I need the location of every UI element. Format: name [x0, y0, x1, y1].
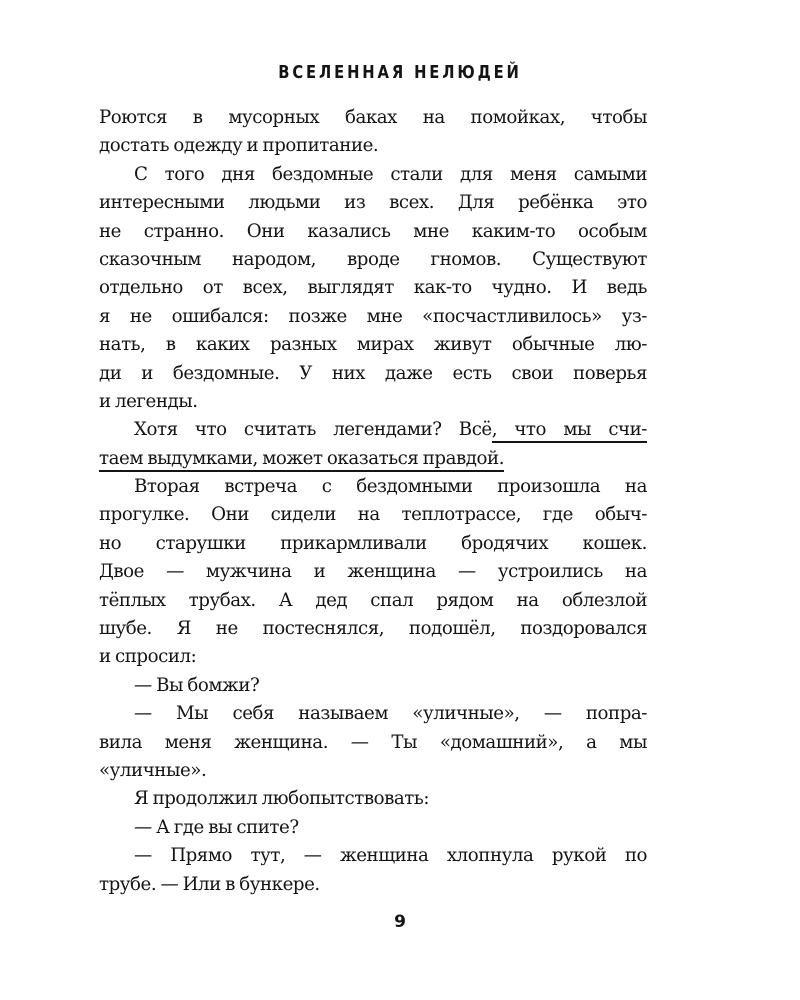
- text-line: я не ошибался: позже мне «посчастливилось» уз-: [99, 305, 647, 327]
- text-line: трубе. — Или в бункере.: [99, 873, 320, 895]
- text-line: прогулке. Они сидели на теплотрассе, где обыч-: [99, 504, 647, 526]
- text-line: Вторая встреча с бездомными произошла на: [134, 476, 647, 498]
- running-head-title: ВСЕЛЕННАЯ НЕЛЮДЕЙ: [278, 62, 522, 83]
- text-line: «уличные».: [99, 759, 207, 781]
- text-line: шубе. Я не постеснялся, подошёл, поздоровался: [99, 618, 647, 640]
- body-text: [99, 104, 647, 899]
- text-line: достать одежду и пропитание.: [99, 135, 379, 157]
- text-line: [99, 416, 647, 444]
- text-line: — Прямо тут, — женщина хлопнула рукой по: [134, 845, 647, 867]
- underlined-fragment: , что мы счи-: [492, 419, 647, 443]
- text-line: и спросил:: [99, 646, 197, 668]
- text-line: и легенды.: [99, 390, 198, 412]
- text-line: сказочным народом, вроде гномов. Существуют: [99, 248, 647, 270]
- text-line: но старушки прикармливали бродячих кошек.: [99, 532, 647, 554]
- text-line: ди и бездомные. У них даже есть свои поверья: [99, 362, 647, 384]
- underlined-fragment: таем выдумками, может оказаться правдой.: [99, 448, 504, 472]
- text-line: нать, в каких разных мирах живут обычные лю-: [99, 334, 647, 356]
- text-line: — Мы себя называем «уличные», — попра-: [134, 703, 647, 725]
- text-line: — Вы бомжи?: [134, 674, 260, 696]
- text-line: тёплых трубах. А дед спал рядом на облезлой: [99, 589, 647, 611]
- text-line: не странно. Они казались мне каким-то особым: [99, 220, 647, 242]
- text-fragment: Хотя что считать легендами? Всё: [134, 419, 492, 441]
- text-line: [99, 445, 647, 473]
- text-line: вила меня женщина. — Ты «домашний», а мы: [99, 731, 647, 753]
- text-line: отдельно от всех, выглядят как-то чудно. И ведь: [99, 277, 647, 299]
- text-line: — А где вы спите?: [134, 816, 299, 838]
- text-line: интересными людьми из всех. Для ребёнка это: [99, 192, 647, 214]
- text-line: Двое — мужчина и женщина — устроились на: [99, 561, 647, 583]
- page-number: 9: [394, 912, 406, 932]
- text-line: Я продолжил любопытствовать:: [134, 788, 430, 810]
- text-line: С того дня бездомные стали для меня самыми: [134, 163, 647, 185]
- text-line: Роются в мусорных баках на помойках, чтобы: [99, 107, 647, 128]
